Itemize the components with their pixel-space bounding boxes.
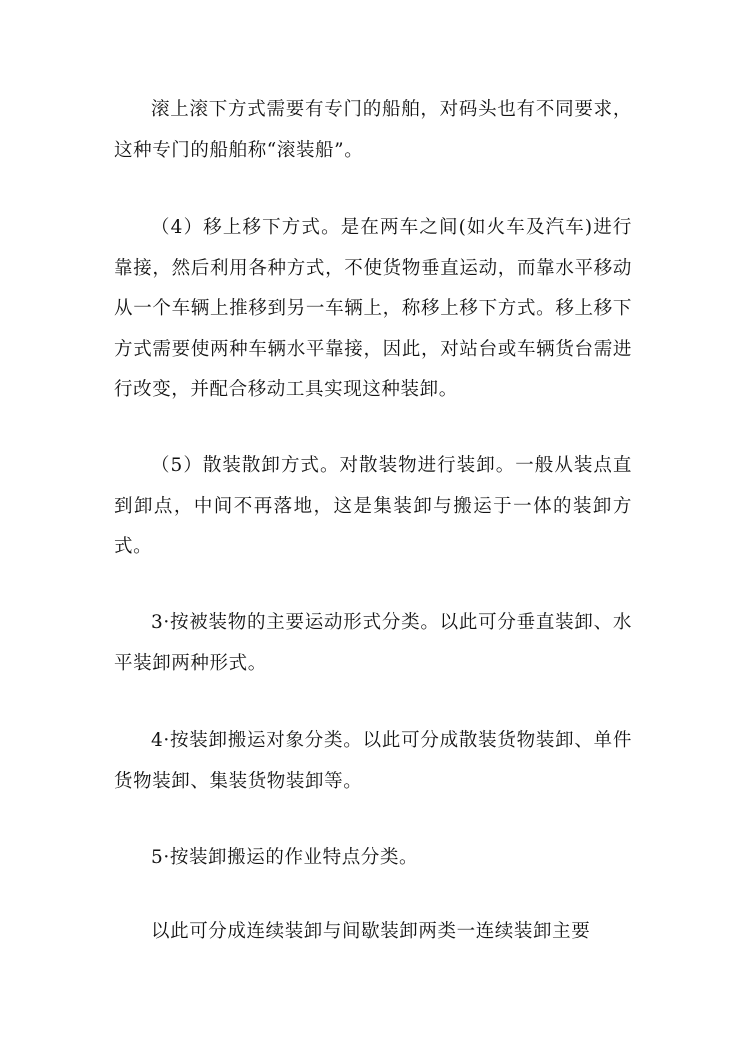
paragraph-bulk-handling: （5）散装散卸方式。对散装物进行装卸。一般从装点直到卸点，中间不再落地，这是集装卸与搬运于一体的装卸方式。	[114, 455, 632, 557]
paragraph-lift-on-lift-off: （4）移上移下方式。是在两车之间(如火车及汽车)进行靠接，然后利用各种方式，不使货物垂直运动，而靠水平移动从一个车辆上推移到另一车辆上，称移上移下方式。移上移下方式需要使两种车辆水平靠接，因此，对站台或车辆货台需进行改变，并配合移动工具实现这种装卸。	[114, 217, 632, 400]
paragraph-classification-by-motion: 3·按被装物的主要运动形式分类。以此可分垂直装卸、水平装卸两种形式。	[114, 612, 632, 674]
paragraph-continuous-intermittent: 以此可分成连续装卸与间歇装卸两类一连续装卸主要	[151, 921, 591, 942]
paragraph-classification-by-object: 4·按装卸搬运对象分类。以此可分成散装货物装卸、单件货物装卸、集装货物装卸等。	[114, 730, 632, 792]
paragraph-roll-on-roll-off: 滚上滚下方式需要有专门的船舶，对码头也有不同要求，这种专门的船舶称“滚装船”。	[114, 99, 632, 161]
paragraph-classification-by-operation: 5·按装卸搬运的作业特点分类。	[151, 847, 419, 868]
